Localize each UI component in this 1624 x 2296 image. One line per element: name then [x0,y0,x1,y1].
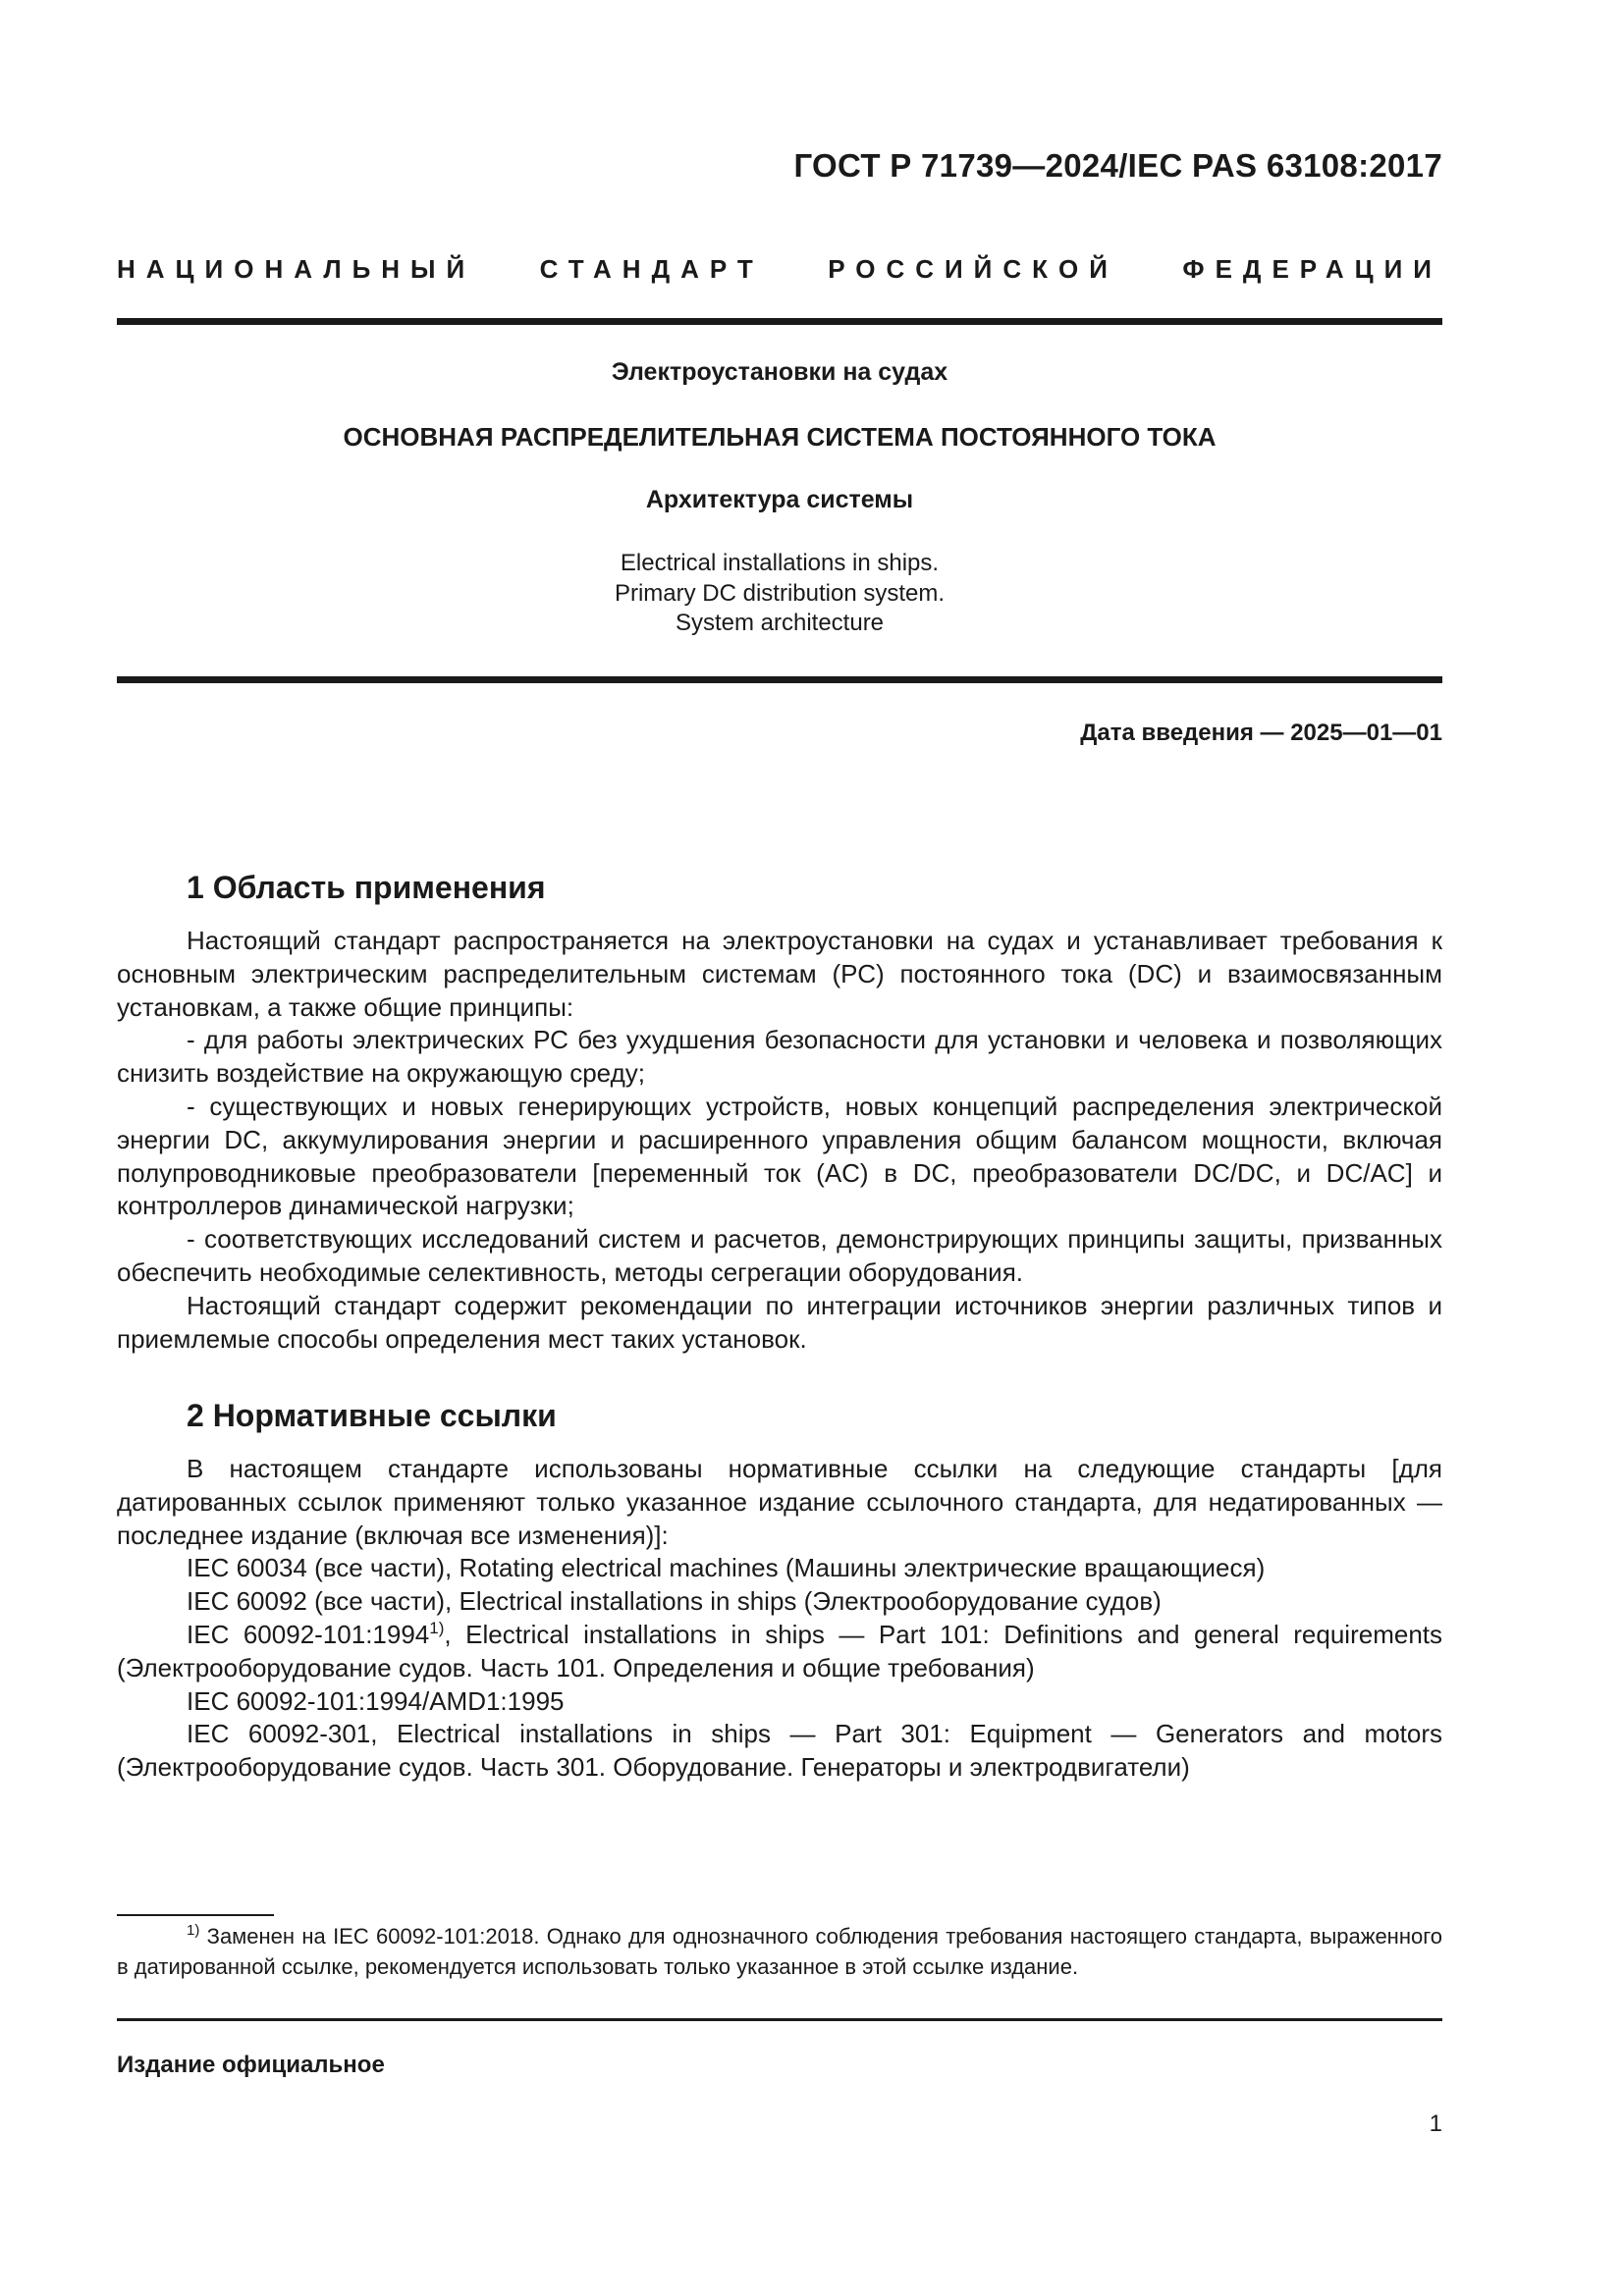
english-title-2: Primary DC distribution system. [614,580,946,607]
title-line-2: ОСНОВНАЯ РАСПРЕДЕЛИТЕЛЬНАЯ СИСТЕМА ПОСТОЯННОГО ТОКА [343,422,1217,452]
section-2-intro: В настоящем стандарте использованы нормативные ссылки на следующие стандарты [для датированных ссылок применяют только указанное издание ссылочного стандарта, для недатированных — последнее издание (включая все изменения)]: [117,1454,1442,1550]
reference-item [117,1619,1442,1685]
edition-label: Издание официальное [117,2052,385,2078]
section-1-body [117,925,1442,1356]
introduction-date: Дата введения — 2025—01—01 [1080,720,1442,746]
footnote-divider [117,1914,274,1916]
national-standard-banner: НАЦИОНАЛЬНЫЙ СТАНДАРТ РОССИЙСКОЙ ФЕДЕРАЦИИ [117,254,1442,284]
title-divider [117,676,1442,683]
section-1-list-item: - существующих и новых генерирующих устройств, новых концепций распределения электрической энергии DC, аккумулирования энергии и расширенного управления общим балансом мощности, включая полупроводниковые преобразователи [переменный ток (AC) в DC, преобразователи DC/DC, и DC/AC] и контроллеров динамической нагрузки; [117,1091,1442,1221]
section-1-heading: 1 Область применения [187,870,546,905]
footnote-paragraph [117,1921,1442,1982]
top-divider [117,318,1442,325]
standard-code: ГОСТ Р 71739—2024/IEC PAS 63108:2017 [793,147,1442,184]
footnote-marker: 1) [429,1618,445,1637]
section-2-body [117,1453,1442,1785]
title-line-3: Архитектура системы [645,486,914,513]
footnote [117,1921,1442,1982]
english-title-3: System architecture [675,610,885,636]
section-1-list-item: - для работы электрических РС без ухудшения безопасности для установки и человека и позволяющих снизить воздействие на окружающую среду; [117,1025,1442,1089]
reference-code: IEC 60092-101:1994 [187,1619,430,1649]
title-line-1: Электроустановки на судах [611,358,948,386]
page-number: 1 [1429,2110,1442,2137]
reference-text: , Electrical installations in ships — Part 101: Definitions and general requirements (Электрооборудование судов. Часть 101. Определения и общие требования) [117,1619,1442,1682]
english-title-1: Electrical installations in ships. [620,550,940,576]
section-1-paragraph: Настоящий стандарт распространяется на электроустановки на судах и устанавливает требования к основным электрическим распределительным системам (РС) постоянного тока (DC) и взаимосвязанным установкам, а также общие принципы: [117,926,1442,1022]
section-2-heading: 2 Нормативные ссылки [187,1398,557,1433]
bottom-divider [117,2018,1442,2021]
section-1-list-item: - соответствующих исследований систем и расчетов, демонстрирующих принципы защиты, призванных обеспечить необходимые селективность, методы сегрегации оборудования. [117,1224,1442,1287]
reference-item: IEC 60092 (все части), Electrical installations in ships (Электрооборудование судов) [187,1586,1162,1617]
footnote-text: Заменен на IEC 60092-101:2018. Однако для однозначного соблюдения требования настоящего стандарта, выраженного в датированной ссылке, рекомендуется использовать только указанное в этой ссылке издание. [117,1924,1442,1979]
reference-item: IEC 60092-301, Electrical installations in ships — Part 301: Equipment — Generators and motors (Электрооборудование судов. Часть 301. Оборудование. Генераторы и электродвигатели) [117,1719,1442,1783]
footnote-marker: 1) [187,1922,200,1939]
reference-item: IEC 60092-101:1994/AMD1:1995 [187,1685,565,1716]
reference-item: IEC 60034 (все части), Rotating electrical machines (Машины электрические вращающиеся) [187,1553,1266,1583]
section-1-paragraph: Настоящий стандарт содержит рекомендации по интеграции источников энергии различных типов и приемлемые способы определения мест таких установок. [117,1290,1442,1354]
